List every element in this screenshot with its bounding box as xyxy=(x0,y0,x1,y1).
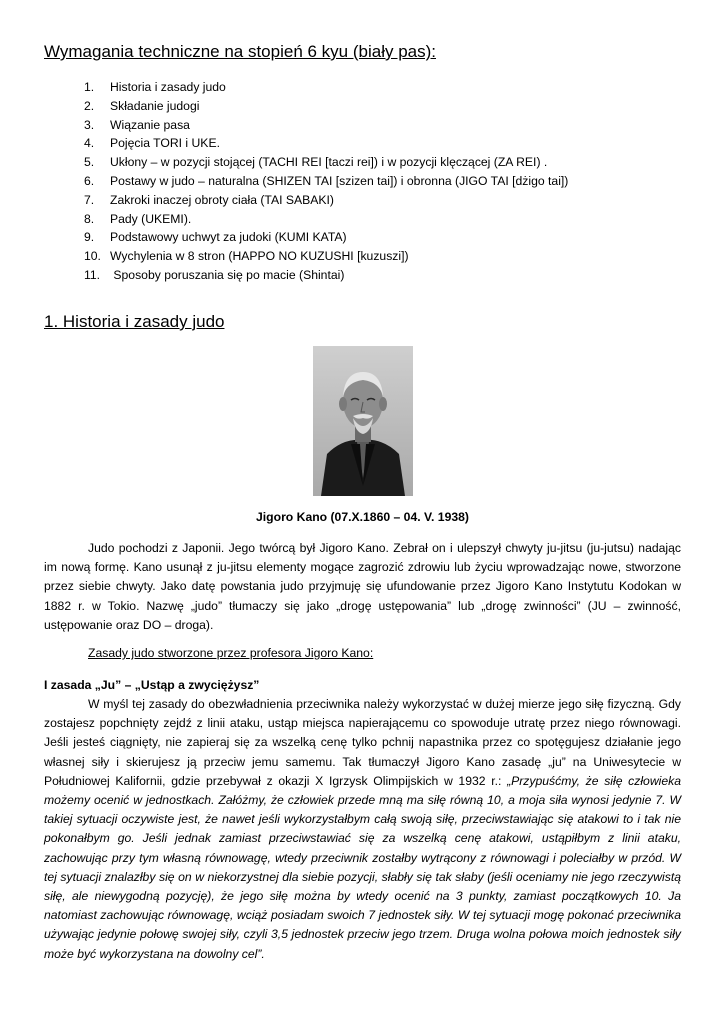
requirement-text: Składanie judogi xyxy=(110,98,200,113)
rule-1-heading: I zasada „Ju” – „Ustąp a zwyciężysz” xyxy=(44,678,260,692)
history-paragraph: Judo pochodzi z Japonii. Jego twórcą był Jigoro Kano. Zebrał on i ulepszył chwyty ju-jitsu (ju-jutsu) nadając im nową formę. Kano usunął z ju-jitsu elementy mogące zagrozić zdrowiu lub życiu wprowadzając nowe, stworzone przez siebie chwyty. Jako datę powstania judo przyjmuję się ufundowanie przez Jigoro Kano Instytutu Kodokan w 1882 r. w Tokio. Nazwę „judo” tłumaczy się jako „drogę ustępowania” lub „drogę zwinności” (JU – zwinność, ustępowanie oraz DO – droga). xyxy=(44,541,681,632)
requirement-number: 11. xyxy=(84,267,101,282)
requirement-number: 3. xyxy=(84,117,95,132)
requirement-item xyxy=(84,191,568,210)
principles-heading: Zasady judo stworzone przez profesora Jigoro Kano: xyxy=(88,646,374,660)
requirement-text: Pady (UKEMI). xyxy=(110,211,192,226)
requirement-number: 2. xyxy=(84,98,95,113)
page-title: Wymagania techniczne na stopień 6 kyu (biały pas): xyxy=(44,42,436,61)
requirement-item xyxy=(84,116,568,135)
portrait-photo xyxy=(313,346,413,496)
requirements-list xyxy=(84,78,568,285)
requirement-item xyxy=(84,266,568,285)
requirement-text: Wiązanie pasa xyxy=(110,117,190,132)
requirement-text: Historia i zasady judo xyxy=(110,80,226,94)
requirement-text: Wychylenia w 8 stron (HAPPO NO KUZUSHI [kuzuszi]) xyxy=(110,249,409,264)
rule-1-quote: „Przypuśćmy, że siłę człowieka możemy ocenić w jednostkach. Załóżmy, że człowiek przede mną ma siłę równą 10, a moja siła wynosi jedynie 7. W takiej sytuacji oczywiste jest, że nawet jeśli wykorzystałbym całą swoją siłę, przeciwstawiając się atakowi to i tak nie pokonałbym go. Jeśli jednak zamiast przeciwstawiać się za wszelką cenę atakowi, ustąpiłbym z linii ataku, zachowując przy tym własną równowagę, wtedy przeciwnik zostałby wytrącony z równowagi i poleciałby w przód. W tej sytuacji znalazłby się on w niekorzystnej dla siebie pozycji, słabły się tak słaby (jeśli oceniamy nie jego rzeczywistą siłę, ale niewygodną pozycję), że jego siłę można by wtedy ocenić na 3 punkty, zamiast początkowych 10. Ja natomiast zachowując równowagę, wciąż posiadam swoich 7 jednostek siły. W tej sytuacji mogę pokonać przeciwnika używając jedynie połowę swojej siły, czyli 3,5 jednostek przeciw jego trzem. Druga wolna połowa moich jednostek siły może być wykorzystana na dowolny cel”. xyxy=(44,773,681,961)
requirement-number: 7. xyxy=(84,192,95,207)
requirement-number: 9. xyxy=(84,230,95,245)
requirement-item xyxy=(84,210,568,229)
requirement-item xyxy=(84,97,568,116)
requirement-item xyxy=(84,153,568,172)
requirement-number: 5. xyxy=(84,155,95,170)
requirement-item xyxy=(84,134,568,153)
requirement-number: 10. xyxy=(84,249,101,264)
rule-1-paragraph xyxy=(44,695,681,964)
requirement-text: Sposoby poruszania się po macie (Shintai) xyxy=(110,267,345,282)
requirement-item xyxy=(84,172,568,191)
photo-caption: Jigoro Kano (07.X.1860 – 04. V. 1938) xyxy=(256,510,469,524)
requirement-text: Pojęcia TORI i UKE. xyxy=(110,136,220,151)
requirement-text: Podstawowy uchwyt za judoki (KUMI KATA) xyxy=(110,230,347,245)
requirement-text: Ukłony – w pozycji stojącej (TACHI REI [taczi rei]) i w pozycji klęczącej (ZA REI) . xyxy=(110,155,548,170)
rule-1-text: W myśl tej zasady do obezwładnienia przeciwnika należy wykorzystać w dużej mierze jego siłę fizyczną. Gdy zostajesz popchnięty zejdź z linii ataku, ustąp miejsca napierającemu co spowoduje utratę przez niego równowagi. Jeśli jesteś ciągnięty, nie zapieraj się za wszelką cenę tylko pchnij napastnika przez co spotęgujesz działanie jego własnej siły i skierujesz ją przeciw jemu samemu. Tak tłumaczył Jigoro Kano zasadę „ju” na Uniwesytecie w Południowej Kalifornii, gdzie przebywał z okazji X Igrzysk Olimpijskich w 1932 r.: xyxy=(44,697,681,788)
requirement-item xyxy=(84,247,568,266)
requirement-number: 8. xyxy=(84,211,95,226)
section-heading: 1. Historia i zasady judo xyxy=(44,312,225,331)
requirement-text: Postawy w judo – naturalna (SHIZEN TAI [szizen tai]) i obronna (JIGO TAI [dżigo tai]) xyxy=(110,173,569,188)
requirement-number: 6. xyxy=(84,173,95,188)
requirement-number: 4. xyxy=(84,136,95,151)
requirement-item xyxy=(84,228,568,247)
requirement-number: 1. xyxy=(84,80,95,94)
requirement-text: Zakroki inaczej obroty ciała (TAI SABAKI) xyxy=(110,192,334,207)
requirement-item xyxy=(84,78,568,97)
portrait-illustration xyxy=(313,346,413,496)
